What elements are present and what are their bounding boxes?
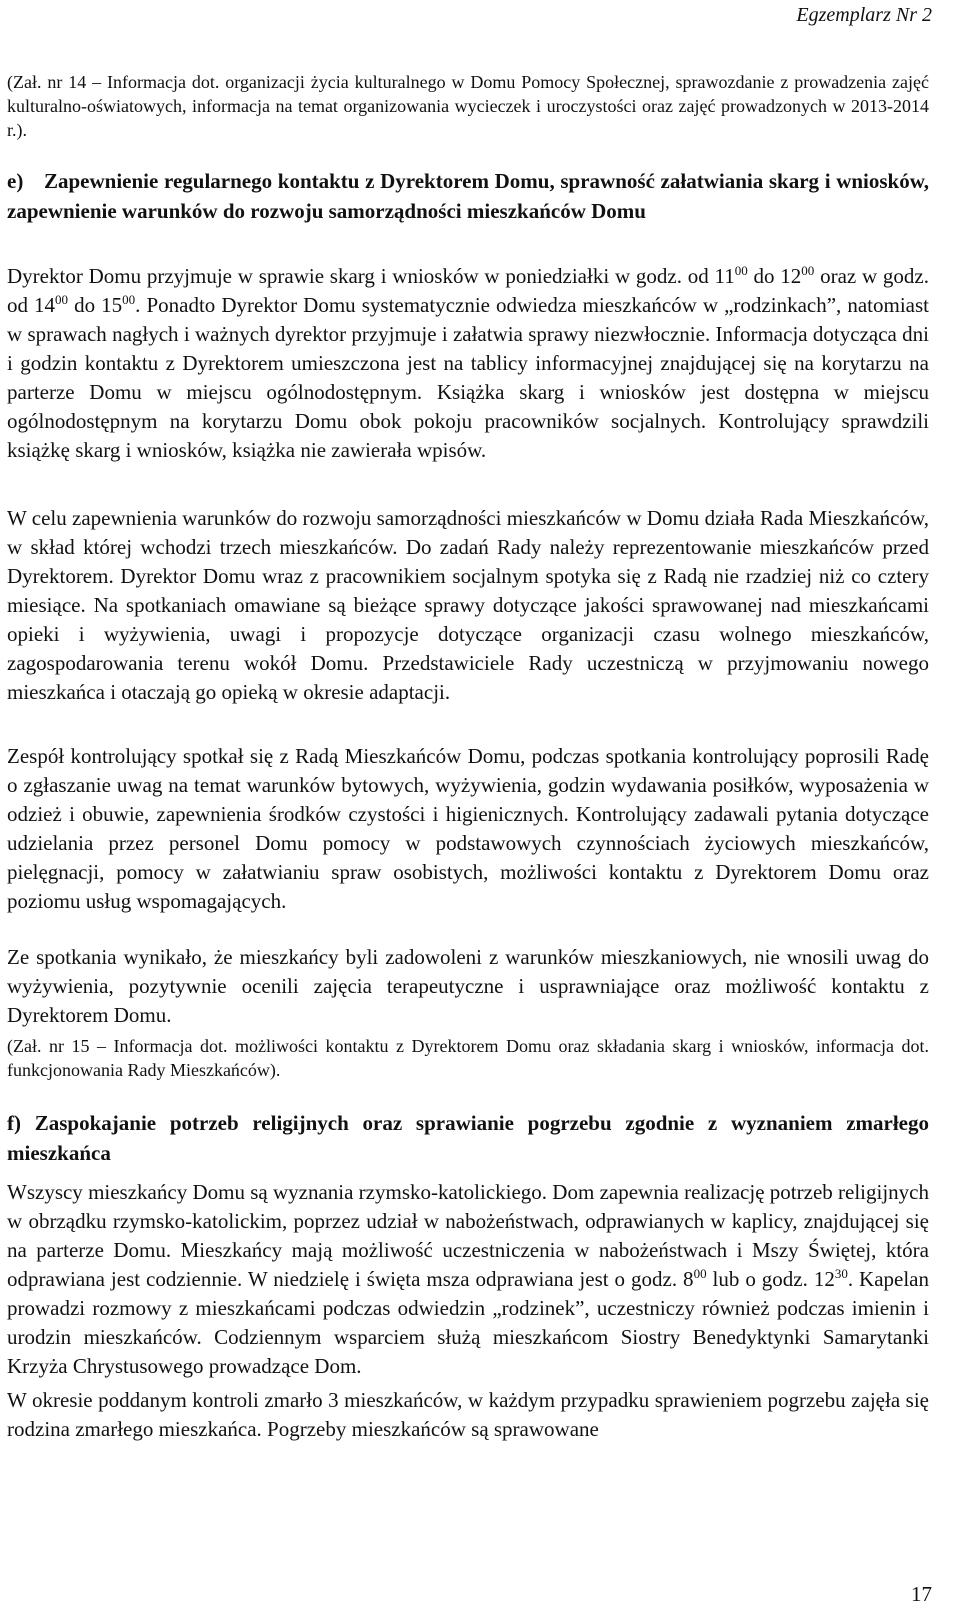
text-span: . Kapelan prowadzi rozmowy z mieszkańcami podczas odwiedzin „rodzinek”, uczestniczy również podczas imienin i urodzin mieszkańców. Codziennym wsparciem służą mieszkańcom Siostry Benedyktynki Samarytanki Krzyża Chrystusowego prowadzące Dom. [7,1267,930,1378]
section-e-label: e) [7,169,24,193]
text-span: Dyrektor Domu przyjmuje w sprawie skarg i wniosków w poniedziałki w godz. od 11 [7,264,735,288]
section-f-title: Zaspokajanie potrzeb religijnych oraz sprawianie pogrzebu zgodnie z wyznaniem zmarłego mieszkańca [7,1111,929,1165]
copy-number-header: Egzemplarz Nr 2 [796,4,932,26]
section-f-heading [7,1108,929,1168]
section-e-paragraph-3: Zespół kontrolujący spotkał się z Radą Mieszkańców Domu, podczas spotkania kontrolujący poprosili Radę o zgłaszanie uwag na temat warunków bytowych, wyżywienia, godzin wydawania posiłków, wyposażenia w odzież i obuwie, zapewnienia środków czystości i higienicznych. Kontrolujący zadawali pytania dotyczące udzielania przez personel Domu pomocy w podstawowych czynnościach życiowych mieszkańców, pielęgnacji, pomocy w załatwianiu spraw osobistych, możliwości kontaktu z Dyrektorem Domu oraz poziomu usług wspomagających. [7,744,929,913]
attachment-note-14: (Zał. nr 14 – Informacja dot. organizacji życia kulturalnego w Domu Pomocy Społecznej, sprawozdanie z prowadzenia zajęć kulturalno-oświatowych, informacja na temat organizowania wycieczek i uroczystości oraz zajęć prowadzonych w 2013-2014 r.). [7,72,929,140]
section-e-paragraph-1 [7,262,929,465]
section-e-heading [7,166,929,226]
text-span: do 15 [68,293,123,317]
attachment-note-15: (Zał. nr 15 – Informacja dot. możliwości kontaktu z Dyrektorem Domu oraz składania skarg i wniosków, informacja dot. funkcjonowania Rady Mieszkańców). [7,1036,929,1080]
superscript: 00 [122,292,136,307]
text-span: oraz w godz. od 14 [7,264,930,317]
section-e-title: Zapewnienie regularnego kontaktu z Dyrektorem Domu, sprawność załatwiania skarg i wniosków, zapewnienie warunków do rozwoju samorządności mieszkańców Domu [7,169,929,223]
text-span: . Ponadto Dyrektor Domu systematycznie odwiedza mieszkańców w „rodzinkach”, natomiast w sprawach nagłych i ważnych dyrektor przyjmuje i załatwia sprawy niezwłocznie. Informacja dotycząca dni i godzin kontaktu z Dyrektorem umieszczona jest na tablicy informacyjnej znajdującej się na korytarzu na parterze Domu w miejscu ogólnodostępnym. Książka skarg i wniosków jest dostępna w miejscu ogólnodostępnym na korytarzu Domu obok pokoju pracowników socjalnych. Kontrolujący sprawdzili książkę skarg i wniosków, książka nie zawierała wpisów. [7,293,929,462]
section-f-label: f) [7,1111,21,1135]
superscript: 00 [801,263,815,278]
text-span: Wszyscy mieszkańcy Domu są wyznania rzymsko-katolickiego. Dom zapewnia realizację potrzeb religijnych w obrządku rzymsko-katolickim, poprzez udział w nabożeństwach, odprawianych w kaplicy, znajdującej się na parterze Domu. Mieszkańcy mają możliwość uczestniczenia w nabożeństwach i Mszy Świętej, która odprawiana jest codziennie. W niedzielę i święta msza odprawiana jest o godz. 8 [7,1180,929,1291]
superscript: 30 [834,1266,848,1281]
text-span: lub o godz. 12 [706,1267,835,1291]
superscript: 00 [734,263,748,278]
section-f-paragraph-1 [7,1178,929,1381]
text-span: do 12 [747,264,802,288]
section-e-paragraph-4: Ze spotkania wynikało, że mieszkańcy byli zadowoleni z warunków mieszkaniowych, nie wnosili uwag do wyżywienia, pozytywnie ocenili zajęcia terapeutyczne i usprawniające oraz możliwość kontaktu z Dyrektorem Domu. [7,945,929,1027]
page-number: 17 [911,1582,932,1606]
superscript: 00 [693,1266,707,1281]
superscript: 00 [55,292,69,307]
section-e-paragraph-2: W celu zapewnienia warunków do rozwoju samorządności mieszkańców w Domu działa Rada Mieszkańców, w skład której wchodzi trzech mieszkańców. Do zadań Rady należy reprezentowanie mieszkańców przed Dyrektorem. Dyrektor Domu wraz z pracownikiem socjalnym spotyka się z Radą nie rzadziej niż co cztery miesiące. Na spotkaniach omawiane są bieżące sprawy dotyczące jakości sprawowanej nad mieszkańcami opieki i wyżywienia, uwagi i propozycje dotyczące organizacji czasu wolnego mieszkańców, zagospodarowania terenu wokół Domu. Przedstawiciele Rady uczestniczą w przyjmowaniu nowego mieszkańca i otaczają go opieką w okresie adaptacji. [7,506,929,704]
section-f-paragraph-2: W okresie poddanym kontroli zmarło 3 mieszkańców, w każdym przypadku sprawieniem pogrzebu zajęła się rodzina zmarłego mieszkańca. Pogrzeby mieszkańców są sprawowane [7,1388,929,1441]
